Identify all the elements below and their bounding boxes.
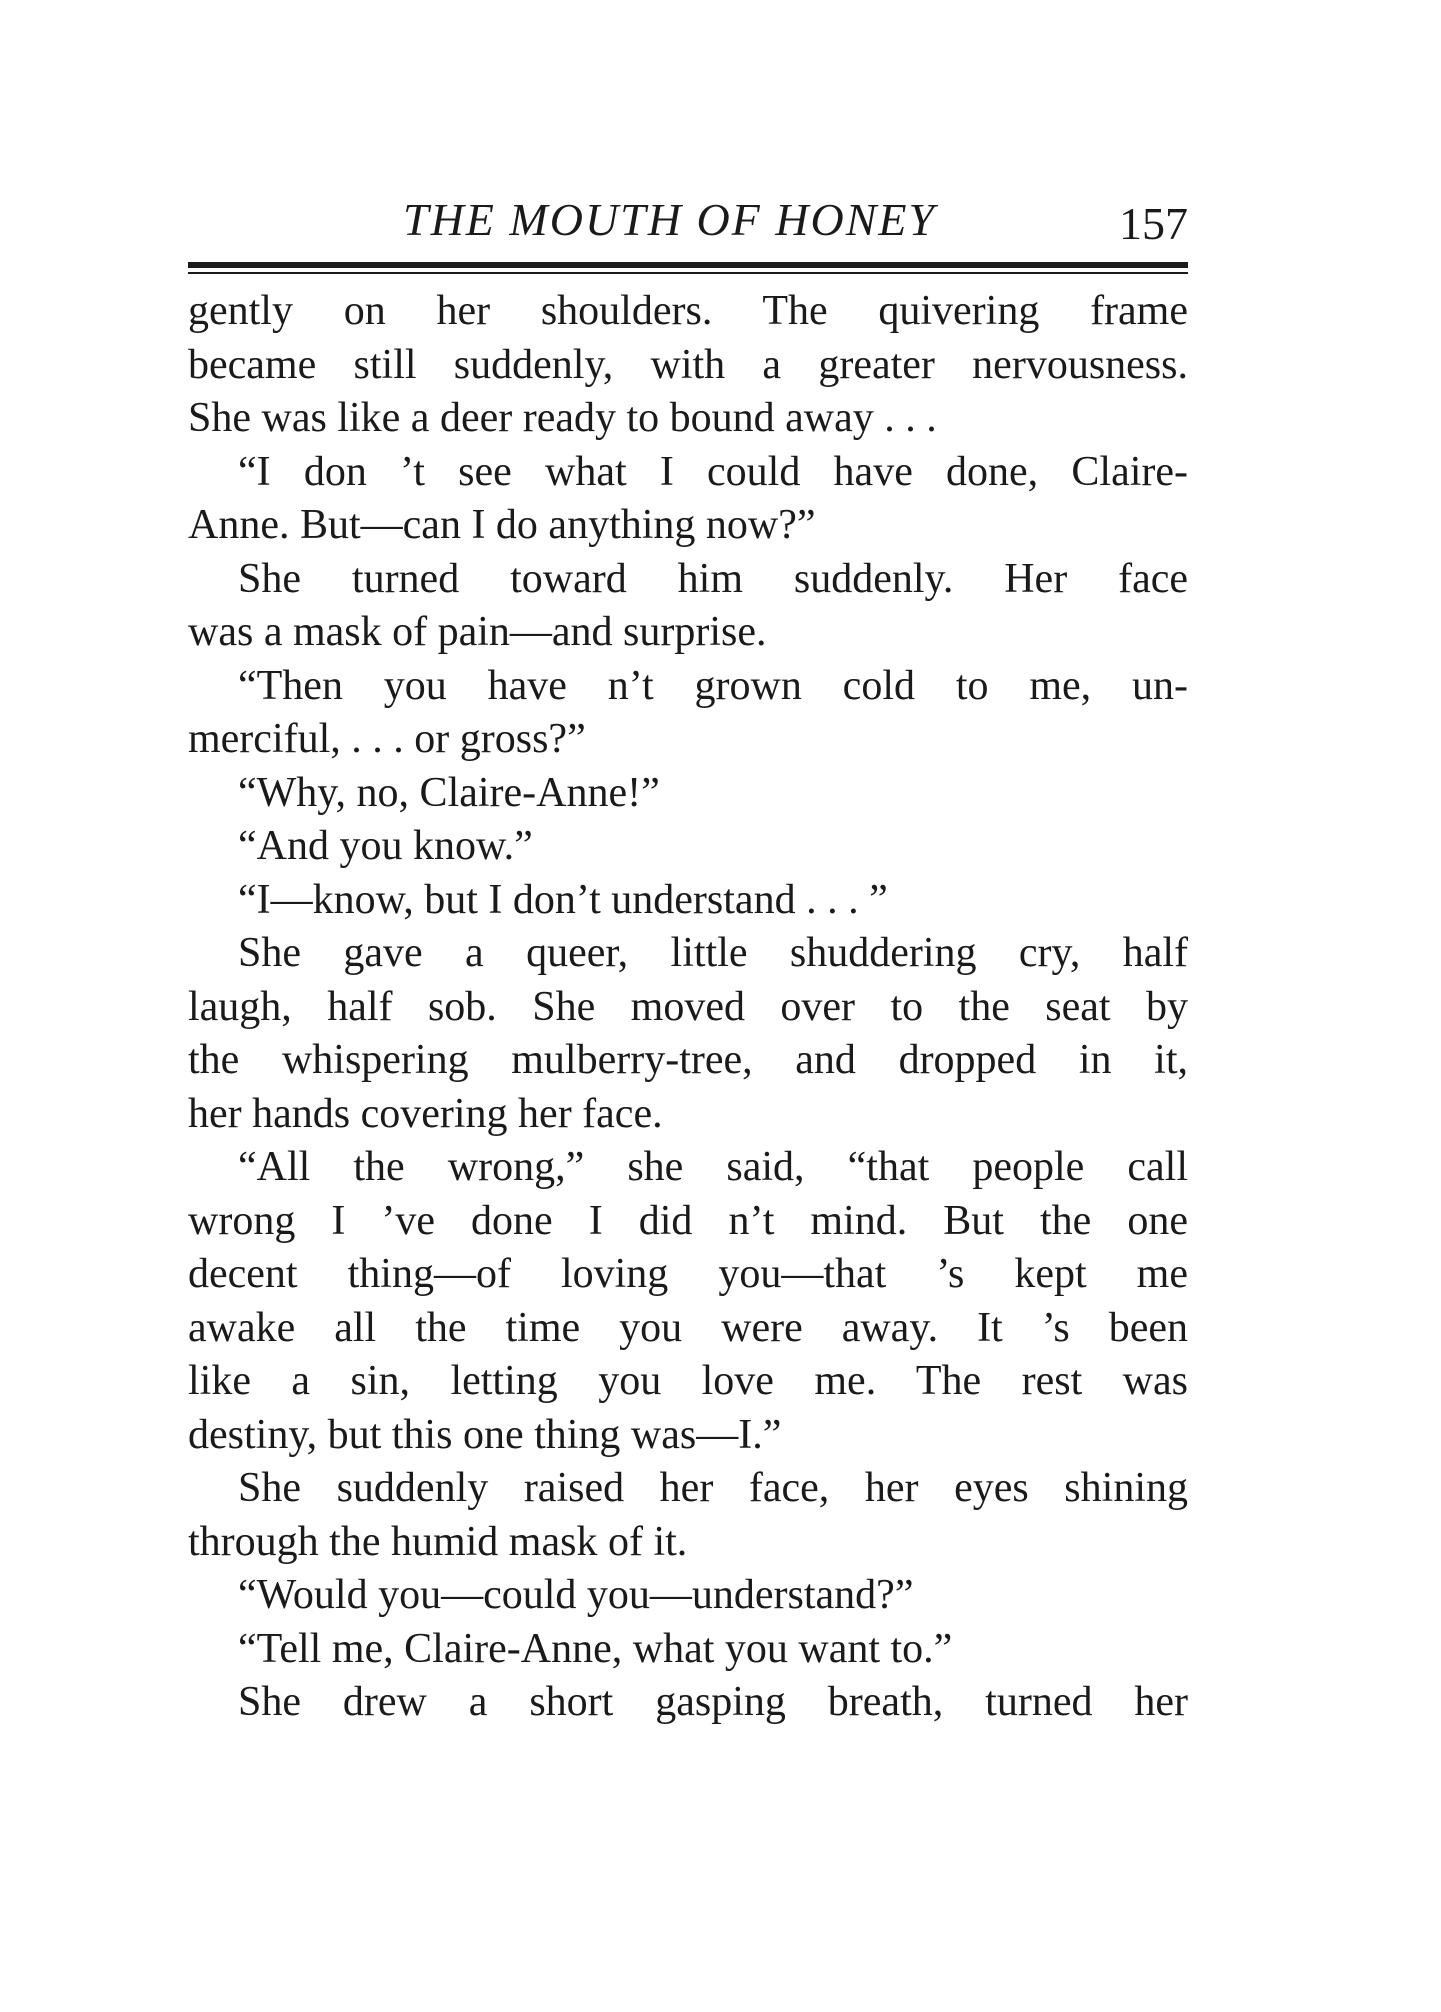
text-line: decent thing—of loving you—that ’s kept me [188, 1251, 1188, 1297]
text-line: through the humid mask of it. [188, 1518, 688, 1565]
running-title: THE MOUTH OF HONEY [403, 194, 937, 245]
text-line: She drew a short gasping breath, turned her [238, 1679, 1188, 1725]
text-line: She was like a deer ready to bound away . . . [188, 395, 937, 441]
text-line: merciful, . . . or gross?” [188, 716, 586, 762]
text-line: her hands covering her face. [188, 1090, 663, 1137]
text-line: “Why, no, Claire-Anne!” [238, 769, 660, 816]
running-head [188, 190, 1188, 250]
header-rule-thick [188, 262, 1188, 268]
text-line: “Tell me, Claire-Anne, what you want to.” [238, 1625, 953, 1672]
text-line: “Then you have n’t grown cold to me, un- [238, 662, 1188, 709]
text-line: was a mask of pain—and surprise. [188, 609, 767, 655]
text-line: gently on her shoulders. The quivering frame [188, 288, 1188, 334]
text-line: “Would you—could you—understand?” [238, 1572, 914, 1618]
text-line: She gave a queer, little shuddering cry, half [238, 930, 1188, 976]
text-line: Anne. But—can I do anything now?” [188, 502, 816, 548]
text-line: “And you know.” [238, 823, 533, 869]
text-line: became still suddenly, with a greater nervousness. [188, 341, 1188, 388]
text-line: destiny, but this one thing was—I.” [188, 1411, 782, 1458]
text-line: wrong I ’ve done I did n’t mind. But the one [188, 1197, 1188, 1244]
text-line: “I—know, but I don’t understand . . . ” [238, 876, 888, 923]
text-line: awake all the time you were away. It ’s been [188, 1304, 1188, 1351]
text-line: She turned toward him suddenly. Her face [238, 555, 1188, 602]
page-number: 157 [1119, 198, 1188, 249]
text-line: the whispering mulberry-tree, and dropped in it, [188, 1037, 1188, 1083]
text-line: “I don ’t see what I could have done, Claire- [238, 448, 1188, 495]
text-line: like a sin, letting you love me. The rest was [188, 1358, 1188, 1404]
text-line: “All the wrong,” she said, “that people call [238, 1144, 1188, 1190]
text-line: She suddenly raised her face, her eyes shining [238, 1465, 1188, 1511]
text-line: laugh, half sob. She moved over to the seat by [188, 983, 1188, 1030]
header-rule-thin [188, 272, 1188, 274]
body-text [188, 285, 1188, 1730]
